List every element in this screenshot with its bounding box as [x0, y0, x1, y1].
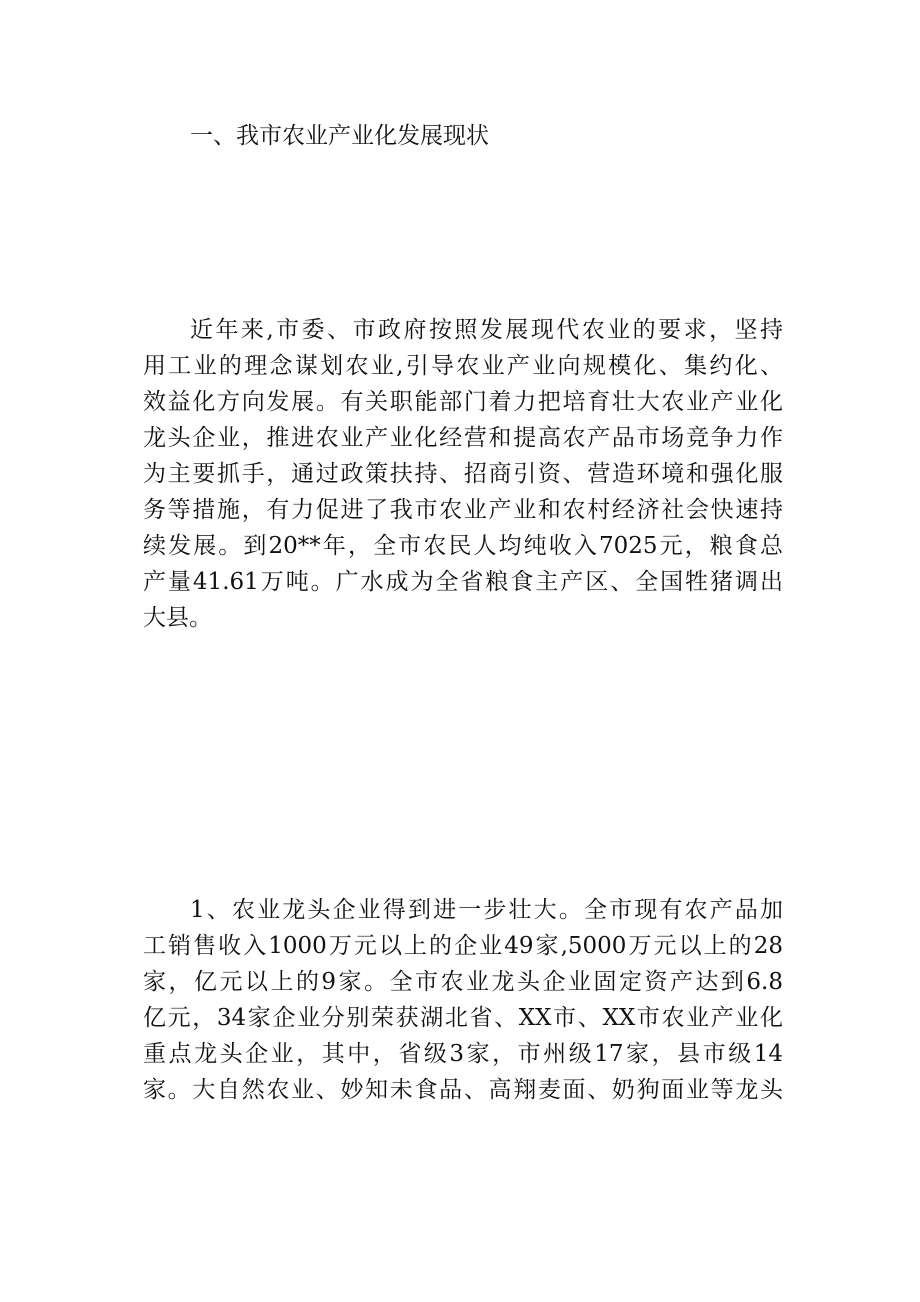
paragraph-2-line-4: 亿元，34家企业分别荣获湖北省、XX市、XX市农业产业化: [143, 1005, 783, 1031]
paragraph-2-line-1: 1、农业龙头企业得到进一步壮大。全市现有农产品加: [190, 897, 783, 923]
paragraph-1-line-8: 产量41.61万吨。广水成为全省粮食主产区、全国牲猪调出: [143, 569, 783, 595]
section-heading: 一、我市农业产业化发展现状: [190, 123, 489, 149]
paragraph-1-line-1: 近年来,市委、市政府按照发展现代农业的要求，坚持: [190, 317, 783, 343]
paragraph-1-line-4: 龙头企业，推进农业产业化经营和提高农产品市场竞争力作: [143, 425, 783, 451]
paragraph-1-line-3: 效益化方向发展。有关职能部门着力把培育壮大农业产业化: [143, 389, 783, 415]
paragraph-2-line-6: 家。大自然农业、妙知未食品、高翔麦面、奶狗面业等龙头: [143, 1077, 783, 1103]
paragraph-1-line-5: 为主要抓手，通过政策扶持、招商引资、营造环境和强化服: [143, 461, 783, 487]
paragraph-1-line-2: 用工业的理念谋划农业,引导农业产业向规模化、集约化、: [143, 353, 783, 379]
paragraph-1-line-6: 务等措施，有力促进了我市农业产业和农村经济社会快速持: [143, 497, 783, 523]
paragraph-1-line-9: 大县。: [143, 605, 212, 631]
paragraph-2-line-5: 重点龙头企业，其中，省级3家，市州级17家，县市级14: [143, 1041, 783, 1067]
paragraph-2-line-3: 家，亿元以上的9家。全市农业龙头企业固定资产达到6.8: [143, 969, 783, 995]
paragraph-1-line-7: 续发展。到20**年，全市农民人均纯收入7025元，粮食总: [143, 533, 783, 559]
paragraph-2-line-2: 工销售收入1000万元以上的企业49家,5000万元以上的28: [143, 933, 783, 959]
